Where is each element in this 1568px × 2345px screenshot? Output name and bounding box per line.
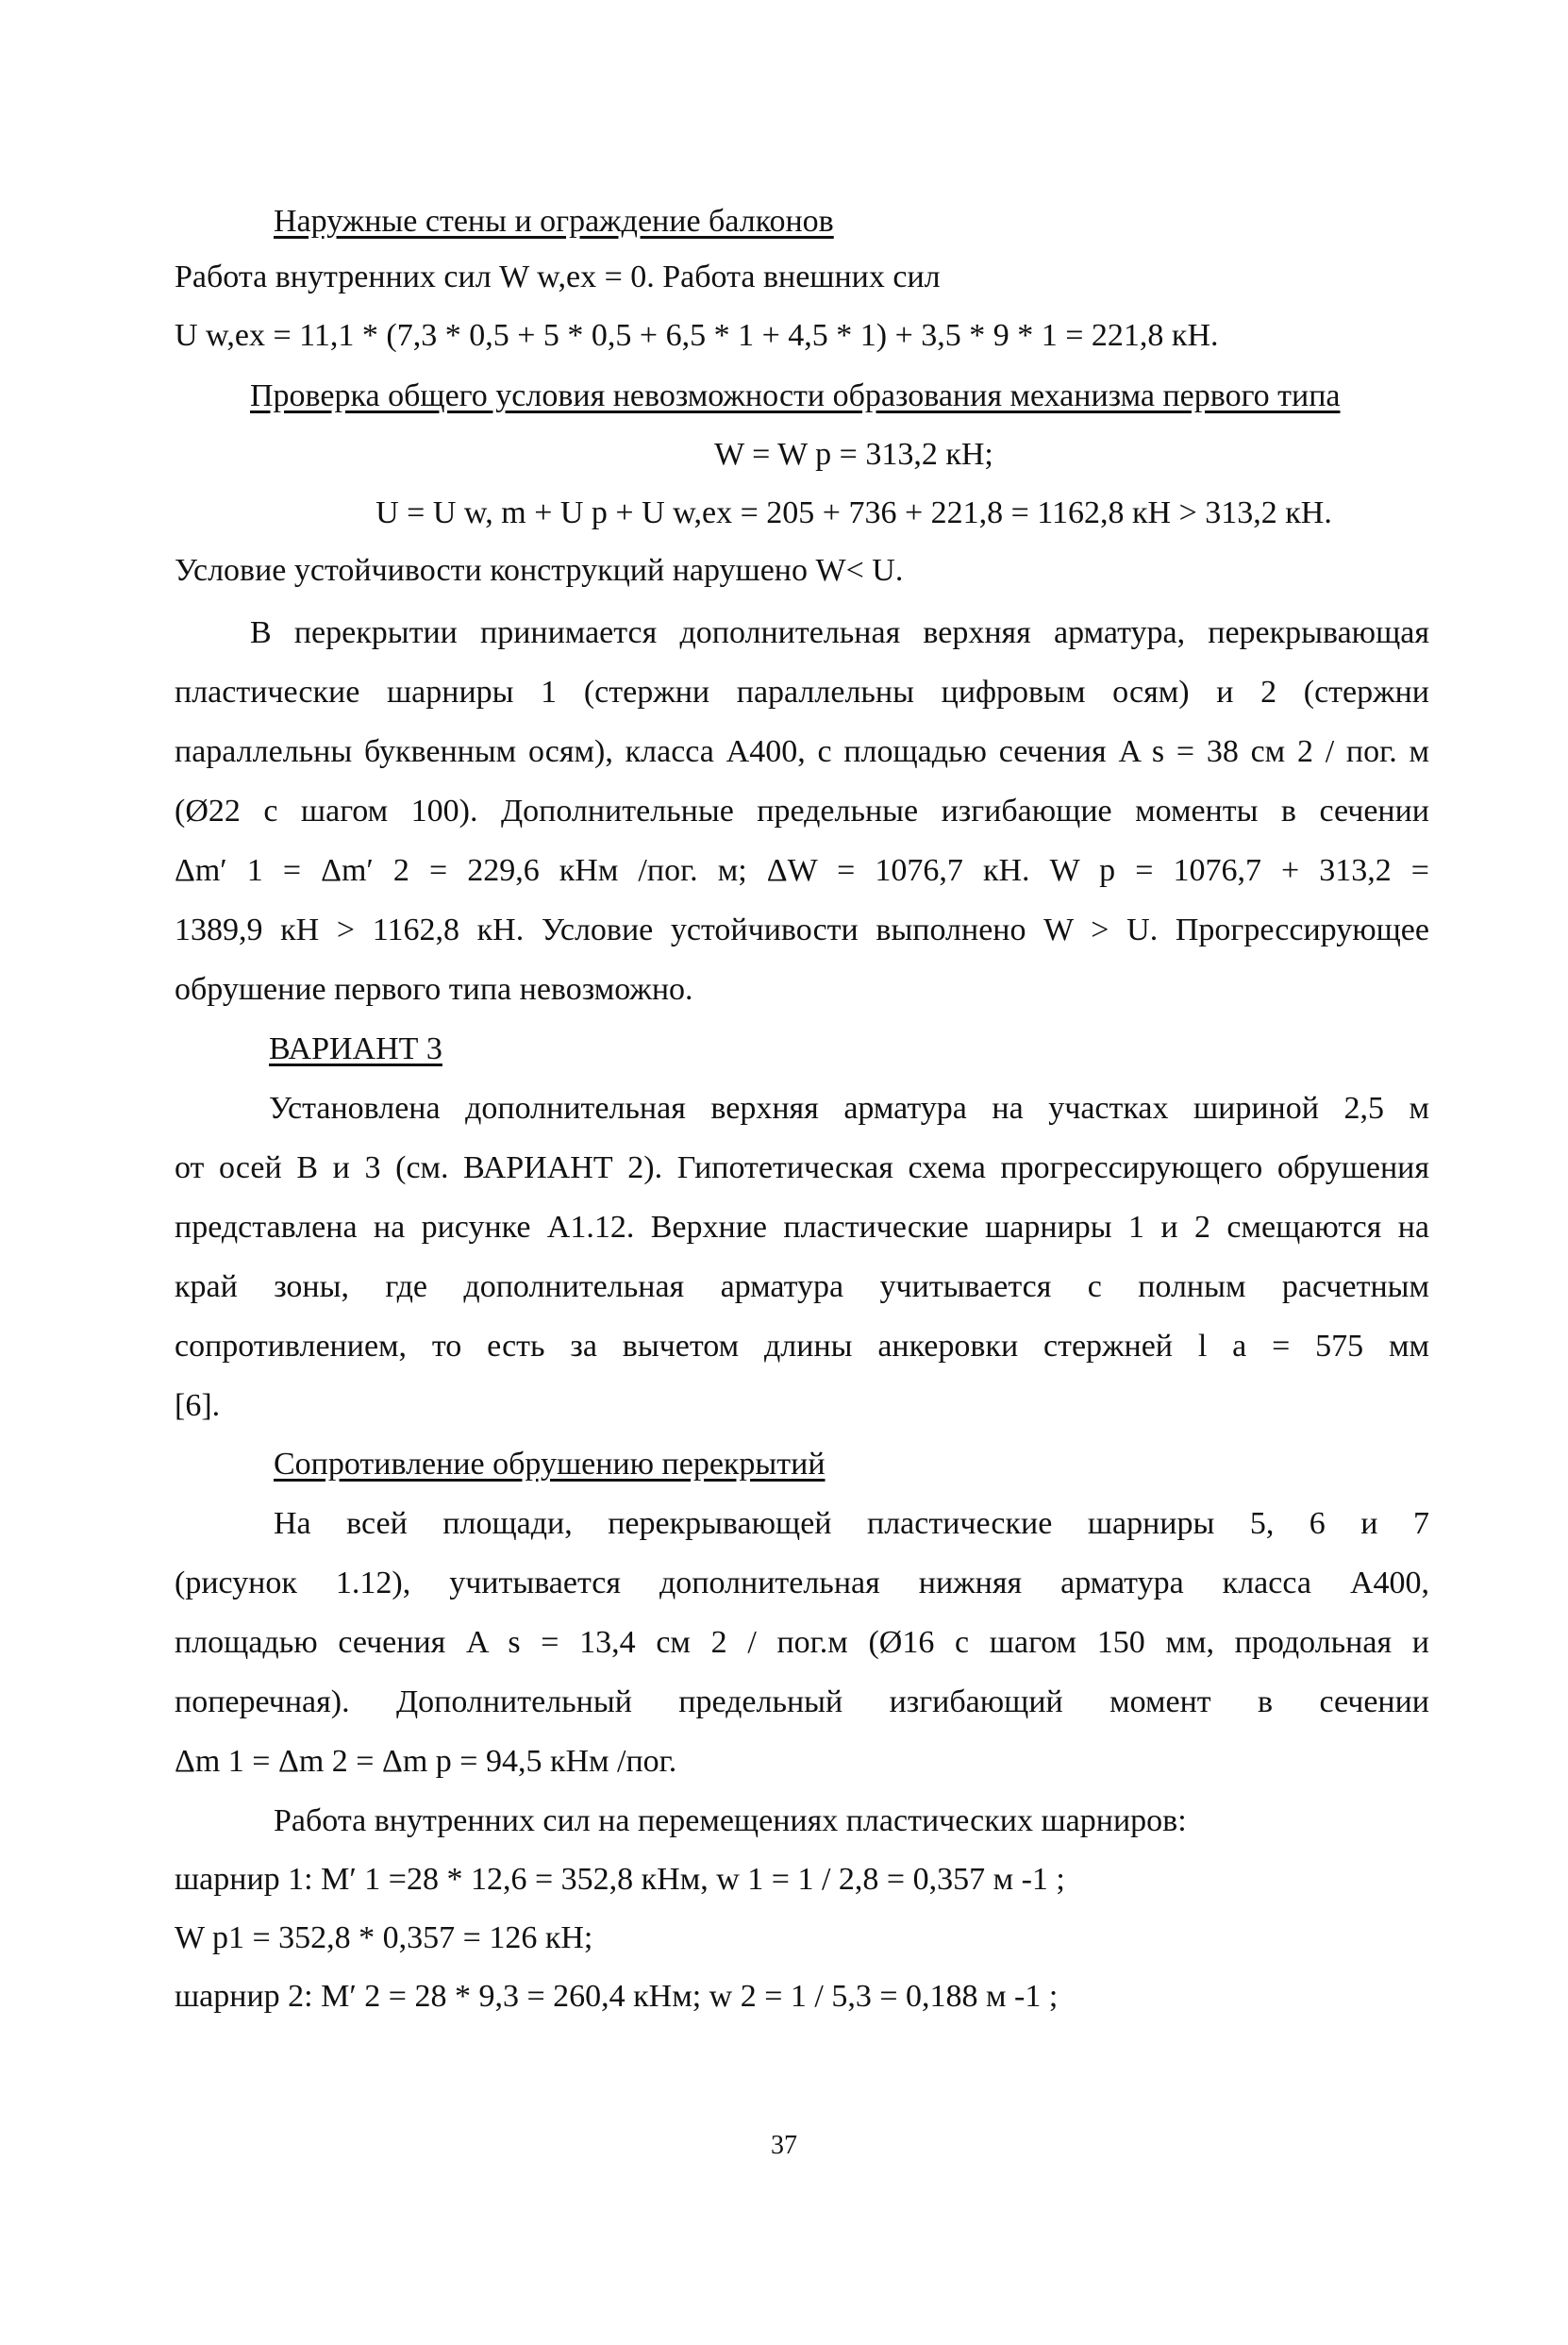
text-line: Условие устойчивости конструкций нарушено W< U. (175, 553, 904, 588)
paragraph-line: (рисунок 1.12), учитывается дополнительная нижняя арматура класса А400, (175, 1566, 1429, 1600)
section-heading-floor-resistance: Сопротивление обрушению перекрытий (274, 1447, 826, 1482)
paragraph-line: В перекрытии принимается дополнительная верхняя арматура, перекрывающая (250, 615, 1429, 650)
formula-line: шарнир 2: M′ 2 = 28 * 9,3 = 260,4 кНм; w 2 = 1 / 5,3 = 0,188 м -1 ; (175, 1979, 1059, 2014)
paragraph-line: представлена на рисунке А1.12. Верхние пластические шарниры 1 и 2 смещаются на (175, 1210, 1429, 1245)
paragraph-line: [6]. (175, 1388, 221, 1423)
paragraph-line: На всей площади, перекрывающей пластические шарниры 5, 6 и 7 (274, 1506, 1429, 1541)
formula-line: W = W p = 313,2 кН; (714, 437, 993, 472)
paragraph-line: обрушение первого типа невозможно. (175, 972, 693, 1007)
section-heading-general-check: Проверка общего условия невозможности образования механизма первого типа (250, 378, 1341, 413)
section-heading-exterior-walls: Наружные стены и ограждение балконов (274, 204, 834, 239)
paragraph-line: (Ø22 с шагом 100). Дополнительные предельные изгибающие моменты в сечении (175, 794, 1429, 829)
paragraph-line: поперечная). Дополнительный предельный изгибающий момент в сечении (175, 1684, 1429, 1719)
formula-line: W p1 = 352,8 * 0,357 = 126 кН; (175, 1920, 593, 1955)
variant-heading: ВАРИАНТ 3 (269, 1031, 442, 1066)
paragraph-line: 1389,9 кН > 1162,8 кН. Условие устойчивости выполнено W > U. Прогрессирующее (175, 913, 1429, 947)
page-number: 37 (771, 2131, 797, 2160)
formula-line: U w,ex = 11,1 * (7,3 * 0,5 + 5 * 0,5 + 6,5 * 1 + 4,5 * 1) + 3,5 * 9 * 1 = 221,8 кН. (175, 318, 1219, 353)
paragraph-line: сопротивлением, то есть за вычетом длины анкеровки стержней l a = 575 мм (175, 1329, 1429, 1364)
text-line: Работа внутренних сил на перемещениях пластических шарниров: (274, 1803, 1187, 1838)
paragraph-line: Δm′ 1 = Δm′ 2 = 229,6 кНм /пог. м; ΔW = 1076,7 кН. W p = 1076,7 + 313,2 = (175, 853, 1429, 888)
formula-line: Δm 1 = Δm 2 = Δm p = 94,5 кНм /пог. (175, 1744, 677, 1779)
paragraph-line: параллельны буквенным осям), класса А400, с площадью сечения A s = 38 см 2 / пог. м (175, 734, 1429, 769)
paragraph-line: от осей В и 3 (см. ВАРИАНТ 2). Гипотетическая схема прогрессирующего обрушения (175, 1150, 1429, 1185)
paragraph-line: Установлена дополнительная верхняя арматура на участках шириной 2,5 м (269, 1091, 1429, 1126)
paragraph-line: площадью сечения A s = 13,4 см 2 / пог.м (Ø16 с шагом 150 мм, продольная и (175, 1625, 1429, 1660)
formula-line: U = U w, m + U p + U w,ex = 205 + 736 + 221,8 = 1162,8 кН > 313,2 кН. (375, 495, 1332, 530)
text-line: Работа внутренних сил W w,ex = 0. Работа внешних сил (175, 260, 941, 294)
formula-line: шарнир 1: M′ 1 =28 * 12,6 = 352,8 кНм, w 1 = 1 / 2,8 = 0,357 м -1 ; (175, 1862, 1065, 1897)
paragraph-line: край зоны, где дополнительная арматура учитывается с полным расчетным (175, 1269, 1429, 1304)
paragraph-line: пластические шарниры 1 (стержни параллельны цифровым осям) и 2 (стержни (175, 675, 1429, 710)
